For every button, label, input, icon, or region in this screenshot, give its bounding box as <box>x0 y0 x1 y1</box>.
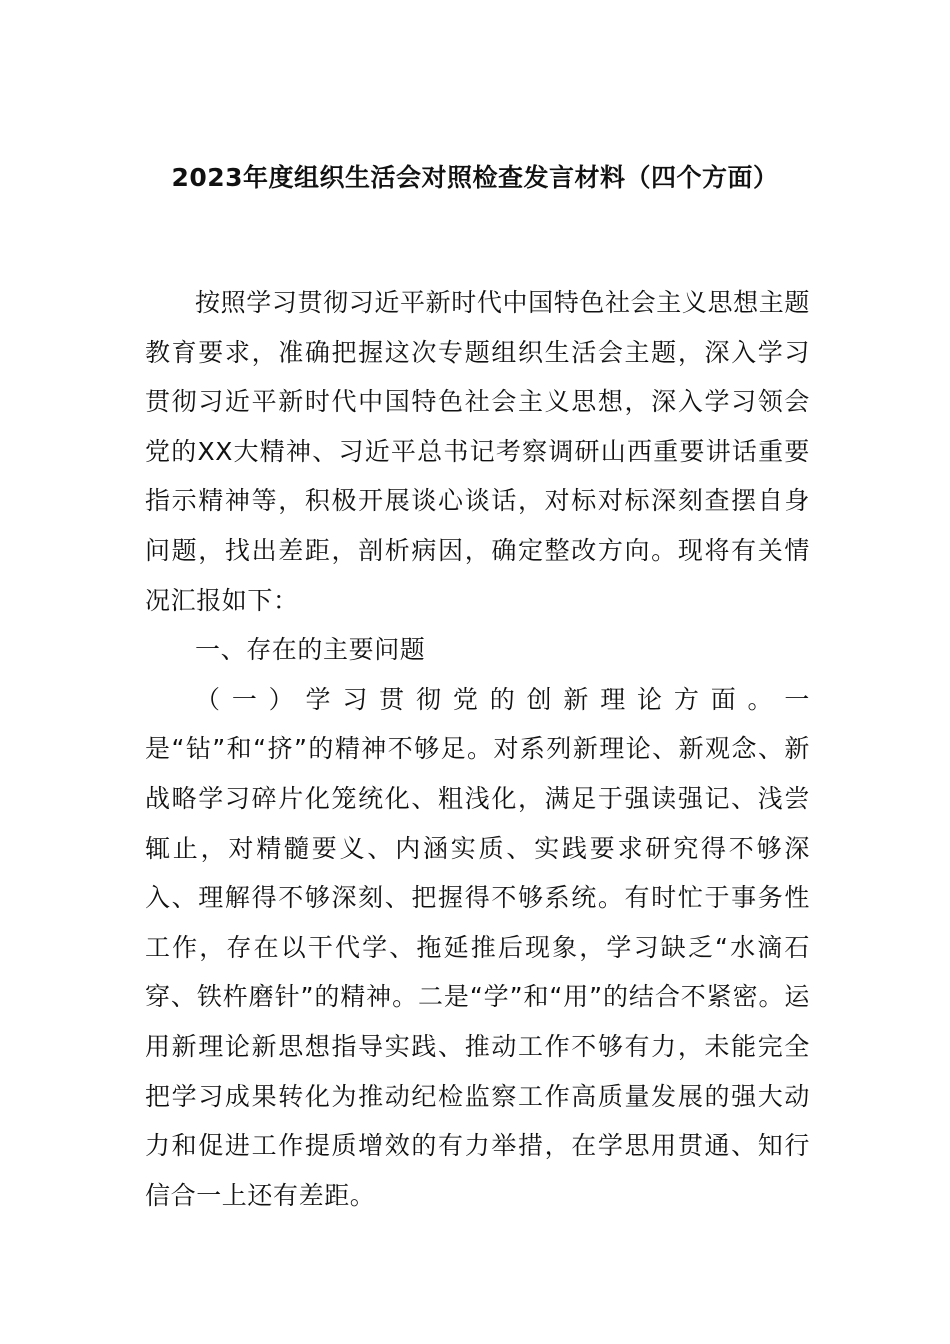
subsection-paragraph: （一）学习贯彻党的创新理论方面。一是“钻”和“挤”的精神不够足。对系列新理论、新观念、新战略学习碎片化笼统化、粗浅化，满足于强读强记、浅尝辄止，对精髓要义、内涵实质、实践要求研究得不够深入、理解得不够深刻、把握得不够系统。有时忙于事务性工作，存在以干代学、拖延推后现象，学习缺乏“水滴石穿、铁杵磨针”的精神。二是“学”和“用”的结合不紧密。运用新理论新思想指导实践、推动工作不够有力，未能完全把学习成果转化为推动纪检监察工作高质量发展的强大动力和促进工作提质增效的有力举措，在学思用贯通、知行信合一上还有差距。 <box>145 684 810 1210</box>
document-body <box>145 278 810 1220</box>
document-title: 2023年度组织生活会对照检查发言材料（四个方面） <box>171 163 779 192</box>
intro-paragraph: 按照学习贯彻习近平新时代中国特色社会主义思想主题教育要求，准确把握这次专题组织生活会主题，深入学习贯彻习近平新时代中国特色社会主义思想，深入学习领会党的XX大精神、习近平总书记考察调研山西重要讲话重要指示精神等，积极开展谈心谈话，对标对标深刻查摆自身问题，找出差距，剖析病因，确定整改方向。现将有关情况汇报如下： <box>145 288 810 615</box>
section-heading: 一、存在的主要问题 <box>195 635 426 665</box>
